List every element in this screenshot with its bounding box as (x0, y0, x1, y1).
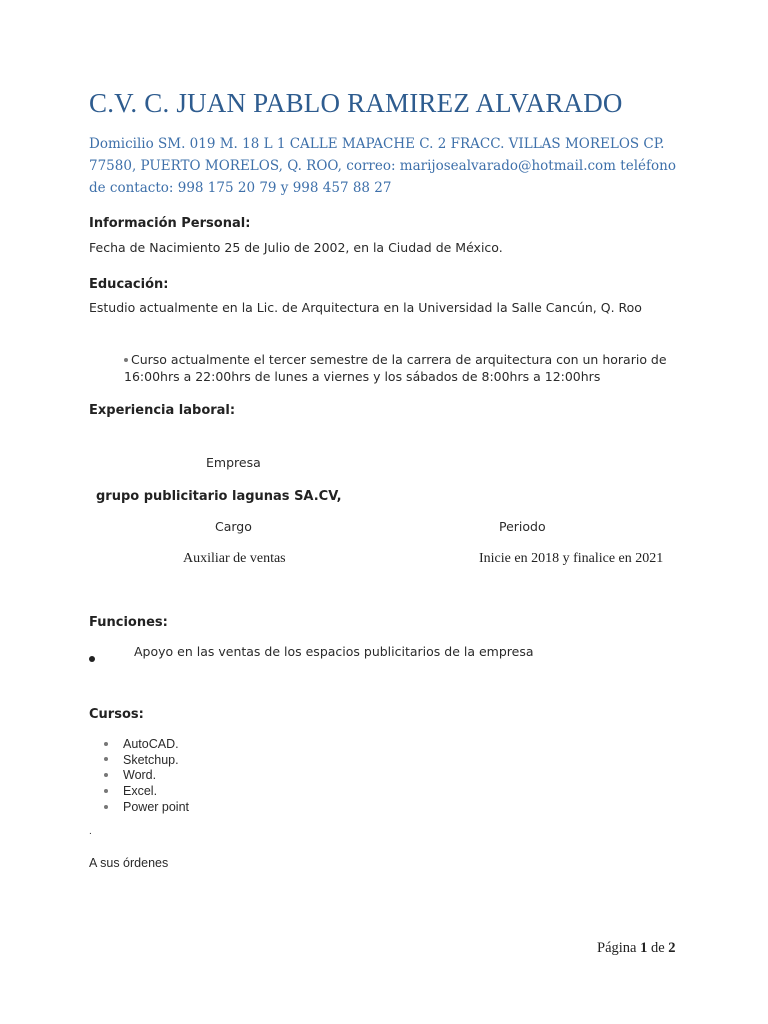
functions-bullet-icon (89, 649, 95, 667)
bullet-icon (104, 789, 108, 793)
education-bullet-item (124, 351, 684, 385)
bullet-icon (104, 742, 108, 746)
bullet-icon (124, 358, 128, 362)
period-value: Inicie en 2018 y finalice en 2021 (479, 551, 664, 566)
education-bullet-text: Curso actualmente el tercer semestre de la carrera de arquitectura con un horario de 16:00hrs a 22:00hrs de lunes a viernes y los sábados de 8:00hrs a 12:00hrs (124, 352, 667, 384)
functions-item: Apoyo en las ventas de los espacios publicitarios de la empresa (134, 644, 534, 659)
list-item: Power point (104, 800, 189, 816)
stray-period: . (89, 826, 92, 837)
birth-date-text: Fecha de Nacimiento 25 de Julio de 2002, en la Ciudad de México. (89, 240, 503, 255)
functions-heading: Funciones: (89, 615, 168, 630)
personal-info-heading: Información Personal: (89, 216, 251, 231)
list-item: Word. (104, 768, 189, 784)
courses-heading: Cursos: (89, 707, 144, 722)
bullet-icon (104, 757, 108, 761)
contact-address: Domicilio SM. 019 M. 18 L 1 CALLE MAPACHE C. 2 FRACC. VILLAS MORELOS CP. 77580, PUERTO MORELOS, Q. ROO, correo: marijosealvarado@hotmail.com teléfono de contacto: 998 175 20 79 y 998 457 88 27 (89, 136, 676, 196)
education-heading: Educación: (89, 277, 169, 292)
bullet-icon (104, 805, 108, 809)
closing-text: A sus órdenes (89, 856, 169, 870)
company-label: Empresa (206, 455, 261, 470)
period-label: Periodo (499, 519, 546, 534)
experience-heading: Experiencia laboral: (89, 403, 236, 418)
list-item: AutoCAD. (104, 737, 189, 753)
position-value: Auxiliar de ventas (183, 551, 286, 566)
company-name: grupo publicitario lagunas SA.CV, (96, 489, 342, 504)
position-label: Cargo (215, 519, 252, 534)
list-item: Excel. (104, 784, 189, 800)
page-number: Página 1 de 2 (597, 940, 676, 956)
bullet-icon (104, 773, 108, 777)
courses-list (104, 737, 189, 816)
education-text: Estudio actualmente en la Lic. de Arquitectura en la Universidad la Salle Cancún, Q. Roo (89, 300, 642, 315)
document-title: C.V. C. JUAN PABLO RAMIREZ ALVARADO (89, 88, 623, 118)
list-item: Sketchup. (104, 753, 189, 769)
